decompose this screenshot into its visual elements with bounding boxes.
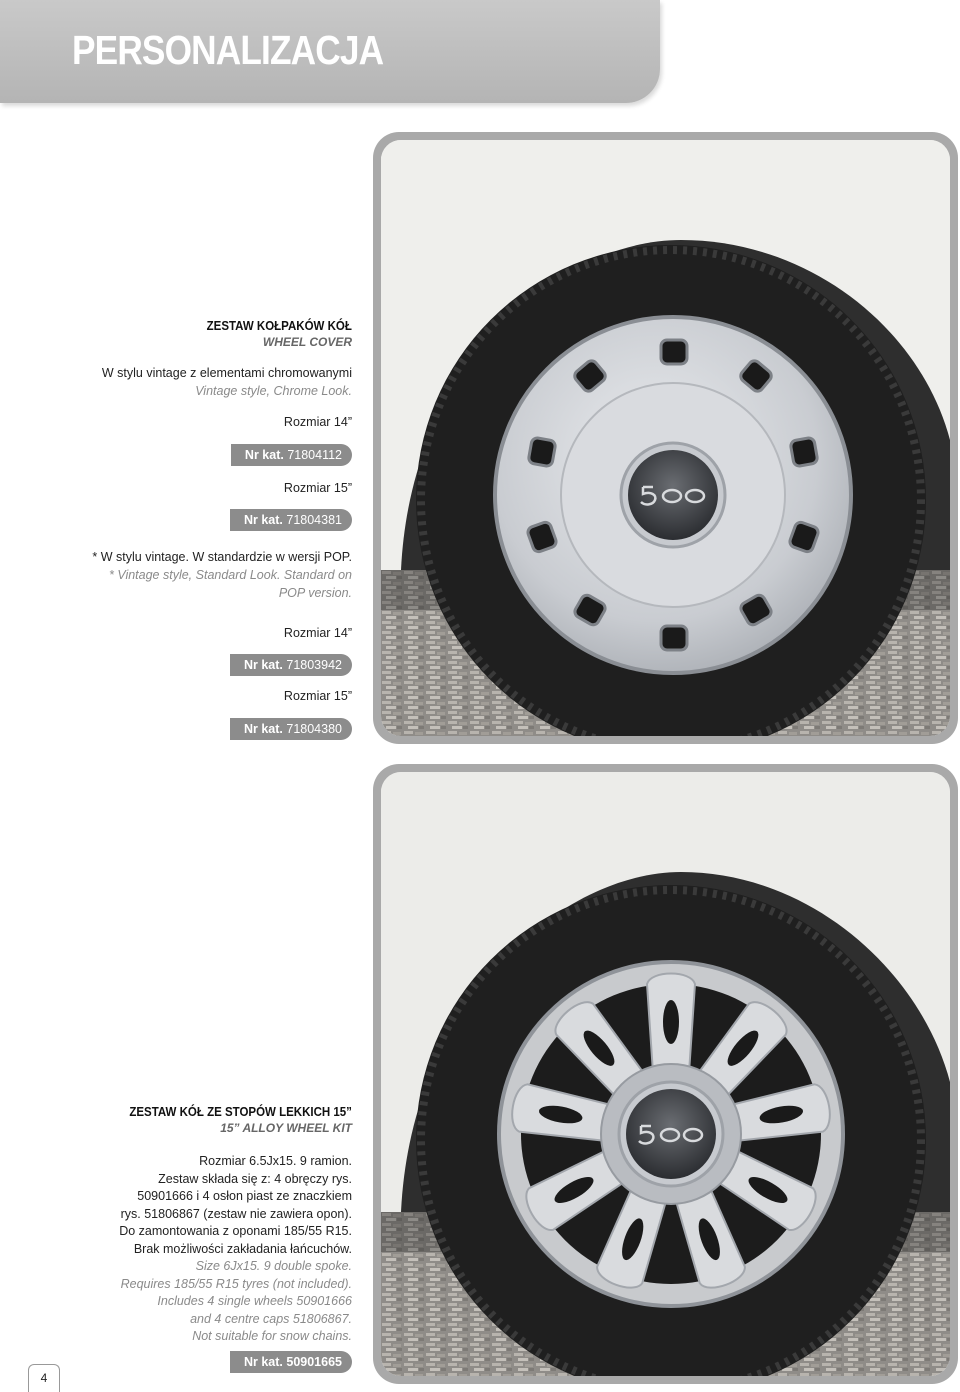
wheel-cover-desc: [102, 364, 352, 400]
wheel-cover-heading: [194, 318, 352, 350]
catalog-badge: [230, 1351, 352, 1373]
catalog-number: 71803942: [286, 658, 342, 672]
wheel-cover-size-15: [284, 479, 352, 497]
size-label: Rozmiar 15”: [283, 689, 352, 703]
catalog-number: 71804380: [286, 722, 342, 736]
catalog-label: Nr kat.: [243, 1355, 283, 1369]
desc-pl-line: 50901666 i 4 osłon piast ze znaczkiem: [137, 1189, 352, 1203]
alloy-kit-desc: [119, 1153, 352, 1346]
section-header: [0, 0, 660, 103]
desc-en-line: Requires 185/55 R15 tyres (not included).: [120, 1276, 352, 1291]
catalog-badge: [231, 444, 352, 466]
catalog-badge: [230, 718, 352, 740]
alloy-kit-subtitle: 15” ALLOY WHEEL KIT: [220, 1121, 352, 1135]
note-pl: * W stylu vintage. W standardzie w wersji POP.: [92, 550, 352, 564]
wheel-cover-illustration: [381, 140, 950, 736]
wheel-cover-desc-pl: W stylu vintage z elementami chromowanymi: [101, 366, 352, 380]
catalog-badge: [230, 654, 352, 676]
catalog-label: Nr kat.: [244, 448, 284, 462]
page-title: PERSONALIZACJA: [72, 27, 384, 73]
page-number: 4: [28, 1364, 60, 1392]
wheel-cover-subtitle: WHEEL COVER: [262, 335, 352, 349]
desc-en-line: and 4 centre caps 51806867.: [190, 1311, 352, 1326]
size-label: Rozmiar 14”: [283, 415, 352, 429]
alloy-wheel-photo-frame: [373, 764, 958, 1384]
catalog-number: 71804112: [287, 448, 342, 462]
catalog-badge: [230, 509, 352, 531]
desc-en-line: Size 6Jx15. 9 double spoke.: [195, 1259, 352, 1273]
note-en-2: POP version.: [278, 586, 352, 600]
wheel-cover-size-15b: [284, 687, 352, 705]
catalog-number: 50901665: [286, 1355, 342, 1369]
alloy-kit-heading: [110, 1104, 352, 1136]
desc-pl-line: rys. 51806867 (zestaw nie zawiera opon).: [120, 1206, 352, 1221]
catalog-number: 71804381: [286, 513, 342, 527]
desc-pl-line: Brak możliwości zakładania łańcuchów.: [133, 1241, 352, 1256]
desc-pl-line: Rozmiar 6.5Jx15. 9 ramion.: [199, 1154, 352, 1168]
catalog-label: Nr kat.: [243, 513, 283, 527]
catalog-label: Nr kat.: [243, 722, 283, 736]
wheel-cover-desc-en: Vintage style, Chrome Look.: [195, 384, 352, 398]
catalog-label: Nr kat.: [243, 658, 283, 672]
wheel-cover-note: [92, 548, 352, 602]
wheel-cover-photo: [381, 140, 950, 736]
desc-en-line: Includes 4 single wheels 50901666: [157, 1294, 352, 1308]
wheel-cover-photo-frame: [373, 132, 958, 744]
alloy-wheel-photo: [381, 772, 950, 1376]
wheel-cover-size-14b: [284, 624, 352, 642]
size-label: Rozmiar 15”: [283, 481, 352, 495]
size-label: Rozmiar 14”: [283, 626, 352, 640]
desc-pl-line: Zestaw składa się z: 4 obręczy rys.: [158, 1171, 352, 1186]
alloy-kit-title: ZESTAW KÓŁ ZE STOPÓW LEKKICH 15”: [129, 1105, 352, 1119]
desc-pl-line: Do zamontowania z oponami 185/55 R15.: [119, 1224, 352, 1238]
desc-en-line: Not suitable for snow chains.: [192, 1329, 352, 1343]
note-en-1: * Vintage style, Standard Look. Standard on: [109, 568, 352, 582]
alloy-wheel-illustration: [381, 772, 950, 1376]
wheel-cover-title: ZESTAW KOŁPAKÓW KÓŁ: [206, 319, 352, 333]
wheel-cover-size-14: [284, 413, 352, 431]
